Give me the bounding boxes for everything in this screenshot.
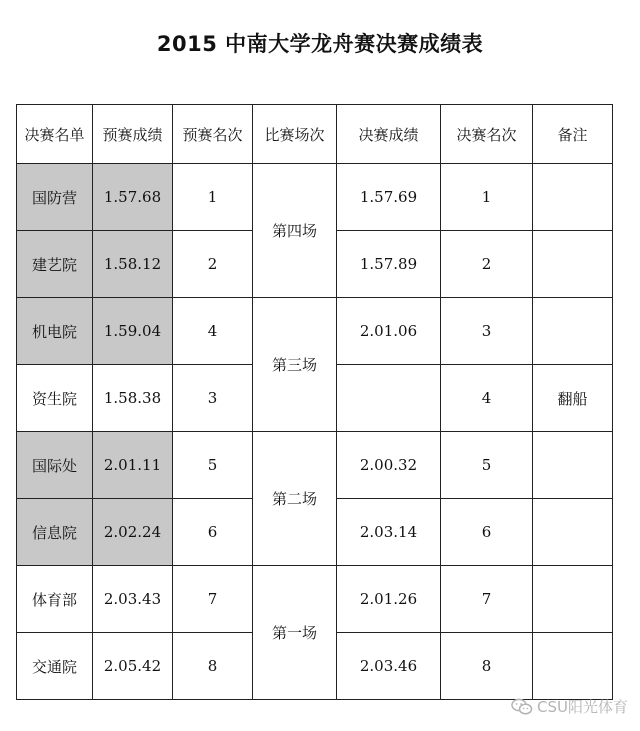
prelim-time-cell: 2.01.11 (93, 432, 173, 499)
note-cell (533, 231, 613, 298)
final-rank-cell: 5 (441, 432, 533, 499)
prelim-rank-cell: 7 (173, 566, 253, 633)
note-cell (533, 566, 613, 633)
note-cell (533, 499, 613, 566)
prelim-rank-cell: 8 (173, 633, 253, 700)
final-rank-cell: 6 (441, 499, 533, 566)
prelim-rank-cell: 1 (173, 164, 253, 231)
header-note: 备注 (533, 105, 613, 164)
team-cell: 建艺院 (17, 231, 93, 298)
header-prelim-rank: 预赛名次 (173, 105, 253, 164)
note-cell (533, 164, 613, 231)
prelim-time-cell: 1.58.12 (93, 231, 173, 298)
watermark-text: CSU阳光体育 (537, 698, 628, 716)
heat-cell: 第二场 (253, 432, 337, 566)
prelim-time-cell: 1.59.04 (93, 298, 173, 365)
final-time-cell: 2.00.32 (337, 432, 441, 499)
header-heat: 比赛场次 (253, 105, 337, 164)
team-cell: 体育部 (17, 566, 93, 633)
team-cell: 信息院 (17, 499, 93, 566)
header-final-rank: 决赛名次 (441, 105, 533, 164)
table-row (17, 566, 613, 633)
prelim-time-cell: 1.58.38 (93, 365, 173, 432)
note-cell (533, 633, 613, 700)
final-rank-cell: 2 (441, 231, 533, 298)
note-cell (533, 432, 613, 499)
table-row (17, 164, 613, 231)
prelim-time-cell: 2.05.42 (93, 633, 173, 700)
final-rank-cell: 8 (441, 633, 533, 700)
header-prelim-time: 预赛成绩 (93, 105, 173, 164)
prelim-rank-cell: 6 (173, 499, 253, 566)
team-cell: 机电院 (17, 298, 93, 365)
final-rank-cell: 1 (441, 164, 533, 231)
final-time-cell: 2.03.14 (337, 499, 441, 566)
team-cell: 交通院 (17, 633, 93, 700)
prelim-time-cell: 1.57.68 (93, 164, 173, 231)
prelim-rank-cell: 3 (173, 365, 253, 432)
header-final-time: 决赛成绩 (337, 105, 441, 164)
heat-cell: 第三场 (253, 298, 337, 432)
page-title: 2015 中南大学龙舟赛决赛成绩表 (156, 32, 484, 56)
table-row (17, 432, 613, 499)
team-cell: 资生院 (17, 365, 93, 432)
note-cell (533, 298, 613, 365)
watermark (511, 696, 628, 717)
prelim-rank-cell: 2 (173, 231, 253, 298)
results-table (16, 104, 613, 700)
prelim-rank-cell: 5 (173, 432, 253, 499)
final-rank-cell: 7 (441, 566, 533, 633)
header-row (17, 105, 613, 164)
note-cell: 翻船 (533, 365, 613, 432)
heat-cell: 第四场 (253, 164, 337, 298)
team-cell: 国际处 (17, 432, 93, 499)
final-time-cell: 1.57.69 (337, 164, 441, 231)
wechat-logo-icon (511, 698, 533, 716)
final-time-cell (337, 365, 441, 432)
final-rank-cell: 3 (441, 298, 533, 365)
header-team: 决赛名单 (17, 105, 93, 164)
team-cell: 国防营 (17, 164, 93, 231)
final-time-cell: 1.57.89 (337, 231, 441, 298)
final-time-cell: 2.03.46 (337, 633, 441, 700)
heat-cell: 第一场 (253, 566, 337, 700)
prelim-rank-cell: 4 (173, 298, 253, 365)
prelim-time-cell: 2.02.24 (93, 499, 173, 566)
final-time-cell: 2.01.06 (337, 298, 441, 365)
final-rank-cell: 4 (441, 365, 533, 432)
prelim-time-cell: 2.03.43 (93, 566, 173, 633)
table-row (17, 298, 613, 365)
final-time-cell: 2.01.26 (337, 566, 441, 633)
